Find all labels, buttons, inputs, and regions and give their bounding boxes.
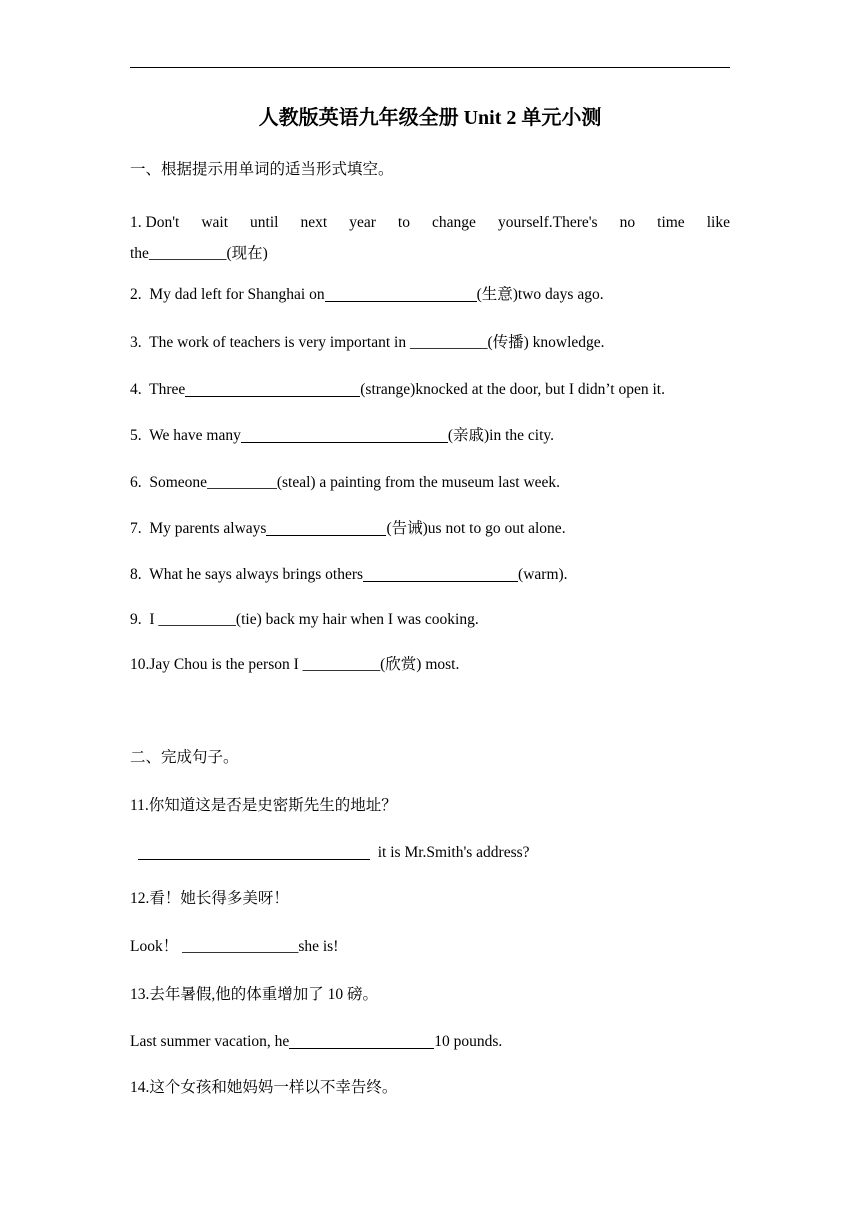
question-5: 5. We have many (亲戚)in the city.	[130, 427, 555, 444]
header-rule	[130, 67, 730, 68]
question-12-answer: Look！ _______________she is!	[130, 938, 339, 955]
answer-blank[interactable]	[363, 565, 518, 582]
question-1-line-1: 1. Don't wait until next year to change yourself.There's no time like	[130, 214, 730, 231]
question-8: 8. What he says always brings others (warm).	[130, 566, 568, 583]
question-10: 10.Jay Chou is the person I __________(欣赏) most.	[130, 656, 460, 673]
question-3: 3. The work of teachers is very important in __________(传播) knowledge.	[130, 334, 605, 351]
question-1-line-2: the__________(现在)	[130, 245, 268, 262]
question-14-prompt: 14.这个女孩和她妈妈一样以不幸告终。	[130, 1079, 398, 1096]
question-6: 6. Someone_________(steal) a painting from the museum last week.	[130, 474, 561, 491]
answer-blank[interactable]	[185, 380, 360, 397]
question-11-answer: it is Mr.Smith's address?	[130, 843, 730, 863]
question-1	[130, 207, 730, 269]
answer-blank[interactable]	[289, 1032, 434, 1049]
question-11-prompt: 11.你知道这是否是史密斯先生的地址？	[130, 797, 397, 814]
answer-blank[interactable]	[241, 426, 448, 443]
question-13-answer: Last summer vacation, he 10 pounds.	[130, 1033, 503, 1050]
question-13-prompt: 13.去年暑假,他的体重增加了 10 磅。	[130, 986, 379, 1003]
answer-blank[interactable]: __________	[158, 611, 236, 628]
section-1-heading: 一、根据提示用单词的适当形式填空。	[130, 161, 394, 178]
question-4: 4. Three (strange)knocked at the door, but I didn’t open it.	[130, 381, 665, 398]
answer-blank[interactable]	[325, 285, 477, 302]
answer-blank[interactable]: __________	[148, 245, 227, 262]
question-2: 2. My dad left for Shanghai on (生意)two days ago.	[130, 286, 604, 303]
answer-blank[interactable]: __________	[302, 656, 381, 673]
question-7: 7. My parents always (告诫)us not to go out alone.	[130, 520, 566, 537]
answer-blank[interactable]	[266, 519, 386, 536]
answer-blank[interactable]	[138, 843, 370, 860]
answer-blank[interactable]: _________	[207, 474, 277, 491]
question-9: 9. I __________(tie) back my hair when I was cooking.	[130, 611, 479, 628]
answer-blank[interactable]: _______________	[182, 938, 299, 955]
section-2-heading: 二、完成句子。	[130, 749, 239, 766]
page-title: 人教版英语九年级全册 Unit 2 单元小测	[258, 107, 602, 129]
question-12-prompt: 12.看！她长得多美呀！	[130, 890, 289, 907]
answer-blank[interactable]: __________	[409, 334, 488, 351]
